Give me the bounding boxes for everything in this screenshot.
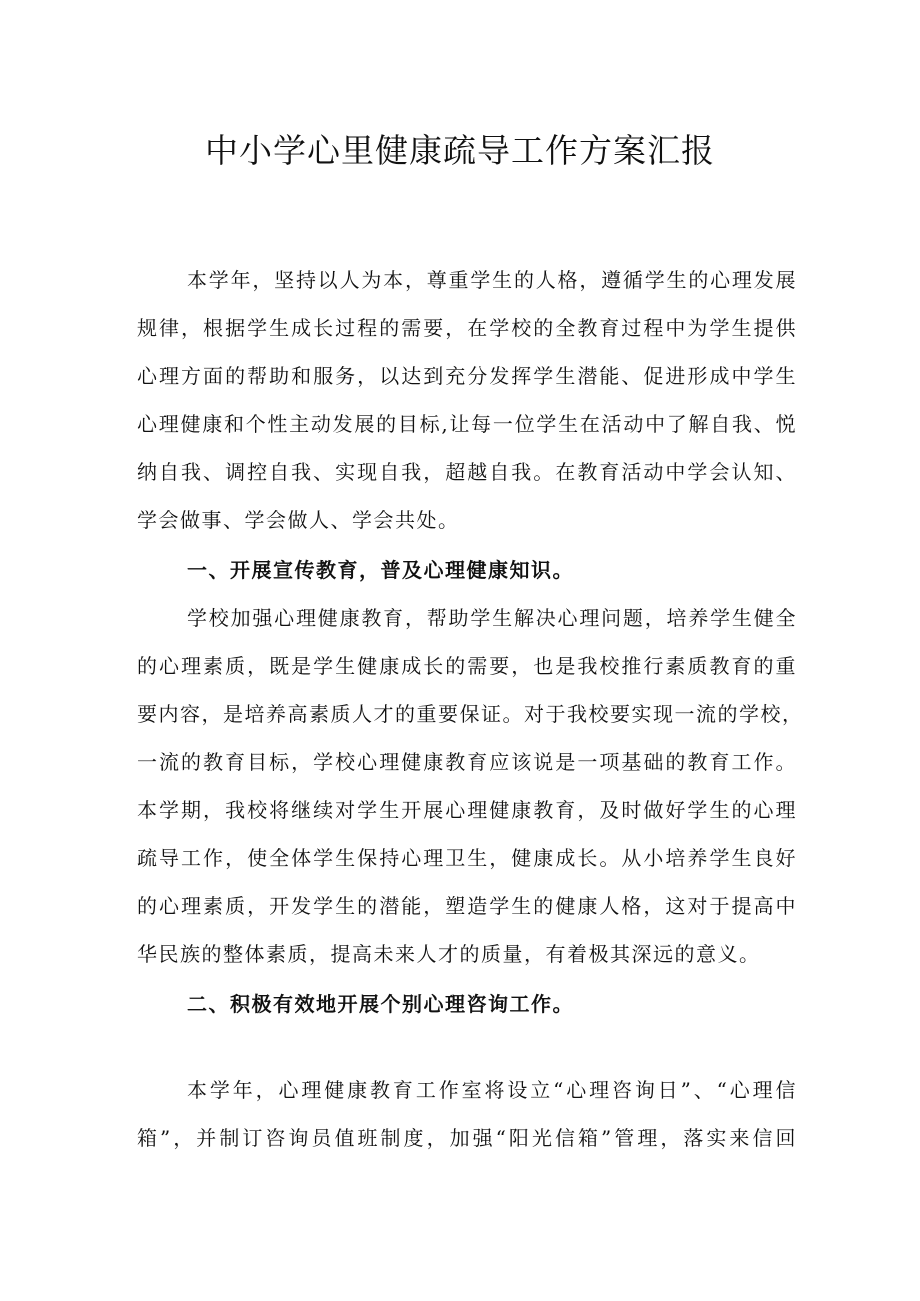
paragraph-2-line-5: 本学期，我校将继续对学生开展心理健康教育，及时做好学生的心理 bbox=[137, 798, 797, 822]
paragraph-1-line-2: 规律，根据学生成长过程的需要，在学校的全教育过程中为学生提供 bbox=[137, 316, 797, 340]
section-heading-1: 一、开展宣传教育，普及心理健康知识。 bbox=[187, 558, 574, 582]
paragraph-2-line-8: 华民族的整体素质，提高未来人才的质量，有着极其深远的意义。 bbox=[137, 942, 761, 966]
paragraph-1-line-4: 心理健康和个性主动发展的目标,让每一位学生在活动中了解自我、悦 bbox=[137, 412, 797, 436]
paragraph-1-line-5: 纳自我、调控自我、实现自我，超越自我。在教育活动中学会认知、 bbox=[137, 460, 797, 484]
paragraph-2-line-4: 一流的教育目标，学校心理健康教育应该说是一项基础的教育工作。 bbox=[137, 750, 797, 774]
paragraph-2-line-2: 的心理素质，既是学生健康成长的需要，也是我校推行素质教育的重 bbox=[137, 654, 797, 678]
paragraph-1-line-1: 本学年，坚持以人为本，尊重学生的人格，遵循学生的心理发展 bbox=[187, 268, 797, 292]
paragraph-3-line-2: 箱”，并制订咨询员值班制度，加强“阳光信箱”管理，落实来信回 bbox=[137, 1126, 797, 1150]
section-heading-2: 二、积极有效地开展个别心理咨询工作。 bbox=[187, 992, 574, 1016]
paragraph-1-line-6: 学会做事、学会做人、学会共处。 bbox=[137, 508, 460, 532]
paragraph-2-line-7: 的心理素质，开发学生的潜能，塑造学生的健康人格，这对于提高中 bbox=[137, 894, 797, 918]
document-title: 中小学心里健康疏导工作方案汇报 bbox=[205, 131, 715, 170]
paragraph-2-line-6: 疏导工作，使全体学生保持心理卫生，健康成长。从小培养学生良好 bbox=[137, 846, 797, 870]
paragraph-2-line-1: 学校加强心理健康教育，帮助学生解决心理问题，培养学生健全 bbox=[187, 606, 797, 630]
paragraph-1-line-3: 心理方面的帮助和服务，以达到充分发挥学生潜能、促进形成中学生 bbox=[137, 364, 797, 388]
paragraph-2-line-3: 要内容，是培养高素质人才的重要保证。对于我校要实现一流的学校， bbox=[137, 702, 804, 726]
paragraph-3-line-1: 本学年，心理健康教育工作室将设立“心理咨询日”、“心理信 bbox=[187, 1078, 797, 1102]
